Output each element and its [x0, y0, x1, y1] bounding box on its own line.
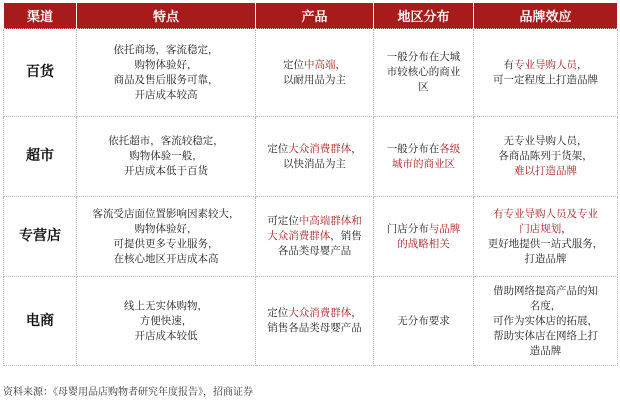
- cell-line: [81, 149, 251, 164]
- cell-line: [260, 321, 369, 336]
- cell-line: [478, 314, 613, 329]
- cell-line: [378, 80, 469, 95]
- cell-text: 各商品陈列于货架，: [498, 150, 593, 162]
- cell-text: 定位: [267, 142, 289, 155]
- highlighted-text: 有专业导购人员及专业: [493, 207, 598, 220]
- highlighted-text: 专业导购人员: [514, 58, 577, 71]
- cell-line: [478, 207, 613, 222]
- cell-line: [478, 344, 613, 359]
- cell-line: [478, 252, 613, 267]
- features-cell: [77, 197, 256, 277]
- channel-cell: 专营店: [4, 197, 77, 277]
- cell-text: 名度，: [529, 299, 562, 312]
- table-row: [4, 277, 618, 366]
- features-cell: [77, 277, 256, 366]
- table-header-row: [4, 3, 618, 29]
- cell-text: 方便快速，: [139, 314, 193, 327]
- highlighted-text: 城市的商业区: [392, 157, 455, 170]
- cell-line: [478, 58, 613, 73]
- cell-line: [260, 142, 369, 157]
- table-row: [4, 117, 618, 197]
- cell-line: [478, 164, 613, 179]
- source-note: 资料来源：《母婴用品店购物者研究年度报告》，招商证券: [3, 387, 253, 398]
- cell-text: ，: [351, 307, 362, 319]
- cell-text: 造品牌: [529, 344, 562, 357]
- features-cell: [77, 29, 256, 117]
- cell-line: [81, 164, 251, 179]
- cell-line: [81, 88, 251, 103]
- cell-text: 更好地提供一站式服务，: [487, 237, 604, 250]
- cell-line: [81, 222, 251, 237]
- cell-line: [81, 329, 251, 344]
- cell-line: [478, 73, 613, 88]
- features-cell: [77, 117, 256, 197]
- cell-text: 依托超市，客流较稳定，: [108, 135, 224, 147]
- cell-line: [378, 50, 469, 65]
- cell-line: [478, 134, 613, 149]
- channel-cell: 电商: [4, 277, 77, 366]
- cell-text: 销售各品类母婴产品: [267, 322, 362, 334]
- cell-text: 一般分布在大城: [386, 51, 461, 63]
- cell-line: [478, 299, 613, 314]
- cell-line: [81, 252, 251, 267]
- cell-line: [478, 222, 613, 237]
- channel-cell: 百货: [4, 29, 77, 117]
- cell-line: [378, 157, 469, 172]
- brand-cell: [474, 277, 618, 366]
- cell-text: 可一定程度上打造品牌: [493, 73, 598, 86]
- product-cell: [256, 197, 374, 277]
- cell-line: [478, 237, 613, 252]
- header-region: 地区分布: [374, 3, 474, 29]
- cell-line: [260, 214, 369, 229]
- cell-line: [378, 222, 469, 237]
- cell-line: [81, 58, 251, 73]
- cell-line: [378, 314, 469, 329]
- cell-text: 门店分布: [386, 222, 429, 235]
- cell-text: 区: [418, 81, 429, 93]
- cell-text: ，: [335, 58, 346, 71]
- cell-line: [81, 43, 251, 58]
- cell-text: 无分布要求: [397, 314, 450, 327]
- region-cell: [374, 277, 474, 366]
- cell-text: 以快消品为主: [283, 157, 346, 170]
- cell-line: [478, 284, 613, 299]
- cell-text: ，: [577, 58, 588, 71]
- highlighted-text: 中高端群体和: [298, 215, 362, 227]
- channel-cell: 超市: [4, 117, 77, 197]
- cell-text: 定位: [267, 307, 289, 319]
- cell-line: [81, 237, 251, 252]
- cell-line: [478, 329, 613, 344]
- cell-text: 购物体验好，: [134, 58, 198, 71]
- cell-text: ，销售: [330, 230, 362, 242]
- channel-comparison-table: [3, 3, 618, 366]
- cell-line: [81, 73, 251, 88]
- cell-text: 帮助实体店在网络上打: [493, 329, 598, 342]
- brand-cell: [474, 29, 618, 117]
- product-cell: [256, 277, 374, 366]
- cell-text: 定位: [283, 58, 304, 71]
- cell-line: [260, 73, 369, 88]
- cell-text: 线上无实体购物，: [124, 299, 208, 312]
- cell-text: 开店成本低于百货: [124, 165, 208, 177]
- cell-line: [260, 58, 369, 73]
- cell-text: 客流受店面位置影响因素较大，: [92, 207, 240, 220]
- cell-line: [478, 149, 613, 164]
- cell-text: 可提供更多专业服务，: [113, 237, 219, 250]
- cell-text: 购物体验一般，: [129, 150, 203, 162]
- cell-line: [260, 244, 369, 259]
- table-row: [4, 197, 618, 277]
- cell-text: 可作为实体店的拓展，: [493, 314, 598, 327]
- cell-line: [378, 65, 469, 80]
- cell-line: [378, 237, 469, 252]
- highlighted-text: 门店规划: [519, 222, 562, 235]
- highlighted-text: 大众消费群体: [288, 142, 352, 155]
- header-features: 特点: [77, 3, 256, 29]
- header-brand-effect: 品牌效应: [474, 3, 618, 29]
- highlighted-text: 的战略相关: [397, 237, 450, 250]
- cell-line: [81, 134, 251, 149]
- cell-line: [378, 142, 469, 157]
- table-row: [4, 29, 618, 117]
- cell-text: 市较核心的商业: [386, 66, 461, 78]
- cell-line: [260, 157, 369, 172]
- highlighted-text: 各级: [439, 142, 461, 155]
- cell-text: 打造品牌: [524, 252, 567, 265]
- cell-text: 购物体验好，: [134, 222, 198, 235]
- cell-text: 无专业导购人员，: [503, 135, 588, 147]
- cell-line: [81, 207, 251, 222]
- region-cell: [374, 197, 474, 277]
- product-cell: [256, 117, 374, 197]
- cell-text: 在核心地区开店成本高: [113, 252, 219, 265]
- header-product: 产品: [256, 3, 374, 29]
- cell-text: 各品类母婴产品: [277, 245, 352, 257]
- cell-line: [81, 314, 251, 329]
- cell-text: 以耐用品为主: [283, 73, 346, 86]
- cell-text: 借助网络提高产品的知: [493, 284, 598, 297]
- header-channel: 渠道: [4, 3, 77, 29]
- cell-line: [260, 229, 369, 244]
- highlighted-text: 难以打造品牌: [514, 165, 577, 177]
- brand-cell: [474, 117, 618, 197]
- cell-text: 商品及售后服务可靠，: [113, 73, 219, 86]
- cell-line: [81, 299, 251, 314]
- brand-cell: [474, 197, 618, 277]
- product-cell: [256, 29, 374, 117]
- highlighted-text: 与品牌: [428, 222, 461, 235]
- cell-text: 有: [503, 58, 514, 71]
- highlighted-text: 大众消费群体: [288, 307, 352, 319]
- highlighted-text: 中高端: [304, 58, 336, 71]
- cell-line: [260, 306, 369, 321]
- highlighted-text: 大众消费群体: [267, 230, 331, 242]
- cell-text: 开店成本较高: [134, 88, 198, 101]
- cell-text: 一般分布在: [386, 142, 440, 155]
- cell-text: ，: [561, 222, 572, 235]
- cell-text: 可定位: [267, 215, 299, 227]
- region-cell: [374, 29, 474, 117]
- region-cell: [374, 117, 474, 197]
- cell-text: 开店成本较低: [134, 329, 198, 342]
- cell-text: 依托商场，客流稳定，: [113, 43, 219, 56]
- cell-text: ，: [351, 142, 362, 155]
